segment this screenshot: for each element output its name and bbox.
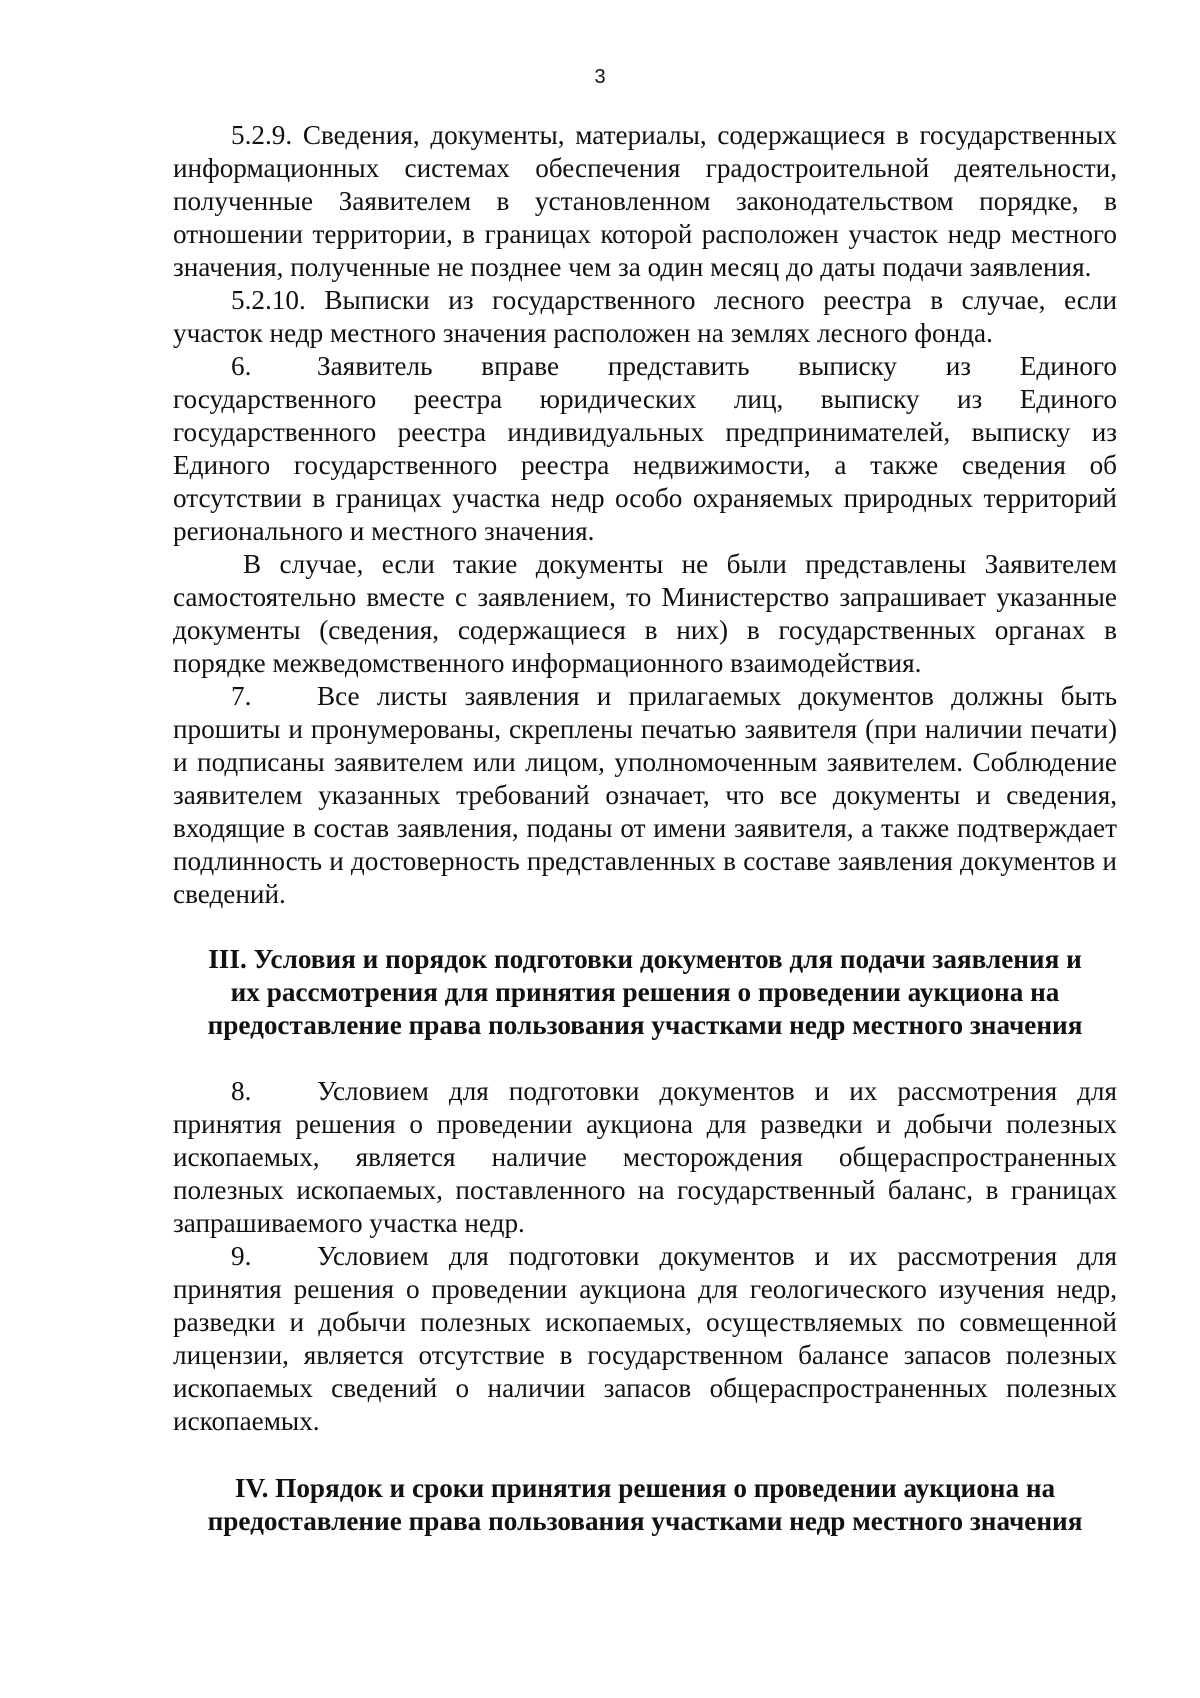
item-text: Все листы заявления и прилагаемых документов должны быть прошиты и пронумерованы, скреплены печатью заявителя (при наличии печати) и подписаны заявителем или лицом, уполномоченным заявителем. Соблюдение заявителем указанных требований означает, что все документы и сведения, входящие в состав заявления, поданы от имени заявителя, а также подтверждает подлинность и достоверность представленных в составе заявления документов и сведений. <box>173 681 1117 909</box>
paragraph-item-6 <box>173 350 1117 548</box>
item-text: Заявитель вправе представить выписку из Единого государственного реестра юридических лиц, выписку из Единого государственного реестра индивидуальных предпринимателей, выписку из Единого государственного реестра недвижимости, а также сведения об отсутствии в границах участка недр особо охраняемых природных территорий регионального и местного значения. <box>173 351 1117 546</box>
paragraph-item-9 <box>173 1240 1117 1438</box>
item-number: 7. <box>231 681 252 711</box>
paragraph-case: В случае, если такие документы не были представлены Заявителем самостоятельно вместе с заявлением, то Министерство запрашивает указанные документы (сведения, содержащиеся в них) в государственных органах в порядке межведомственного информационного взаимодействия. <box>173 549 1117 678</box>
page-number: 3 <box>594 66 606 88</box>
document-body <box>173 119 1117 1538</box>
paragraph-5-2-10: 5.2.10. Выписки из государственного лесного реестра в случае, если участок недр местного значения расположен на землях лесного фонда. <box>173 285 1117 348</box>
item-number: 9. <box>231 1241 252 1271</box>
paragraph-item-7 <box>173 680 1117 911</box>
item-text: Условием для подготовки документов и их рассмотрения для принятия решения о проведении аукциона для разведки и добычи полезных ископаемых, является наличие месторождения общераспространенных полезных ископаемых, поставленного на государственный баланс, в границах запрашиваемого участка недр. <box>173 1076 1117 1238</box>
item-text: Условием для подготовки документов и их рассмотрения для принятия решения о проведении аукциона для геологического изучения недр, разведки и добычи полезных ископаемых, осуществляемых по совмещенной лицензии, является отсутствие в государственном балансе запасов полезных ископаемых сведений о наличии запасов общераспространенных полезных ископаемых. <box>173 1241 1117 1436</box>
section-4-heading: IV. Порядок и сроки принятия решения о проведении аукциона на предоставление права пользования участками недр местного значения <box>207 1473 1083 1536</box>
item-number: 6. <box>231 351 252 381</box>
item-number: 8. <box>231 1076 252 1106</box>
paragraph-item-8 <box>173 1075 1117 1240</box>
section-3-heading: III. Условия и порядок подготовки документов для подачи заявления и их рассмотрения для принятия решения о проведении аукциона на предоставление права пользования участками недр местного значения <box>207 944 1083 1040</box>
paragraph-5-2-9: 5.2.9. Сведения, документы, материалы, содержащиеся в государственных информационных системах обеспечения градостроительной деятельности, полученные Заявителем в установленном законодательством порядке, в отношении территории, в границах которой расположен участок недр местного значения, полученные не позднее чем за один месяц до даты подачи заявления. <box>173 120 1117 282</box>
